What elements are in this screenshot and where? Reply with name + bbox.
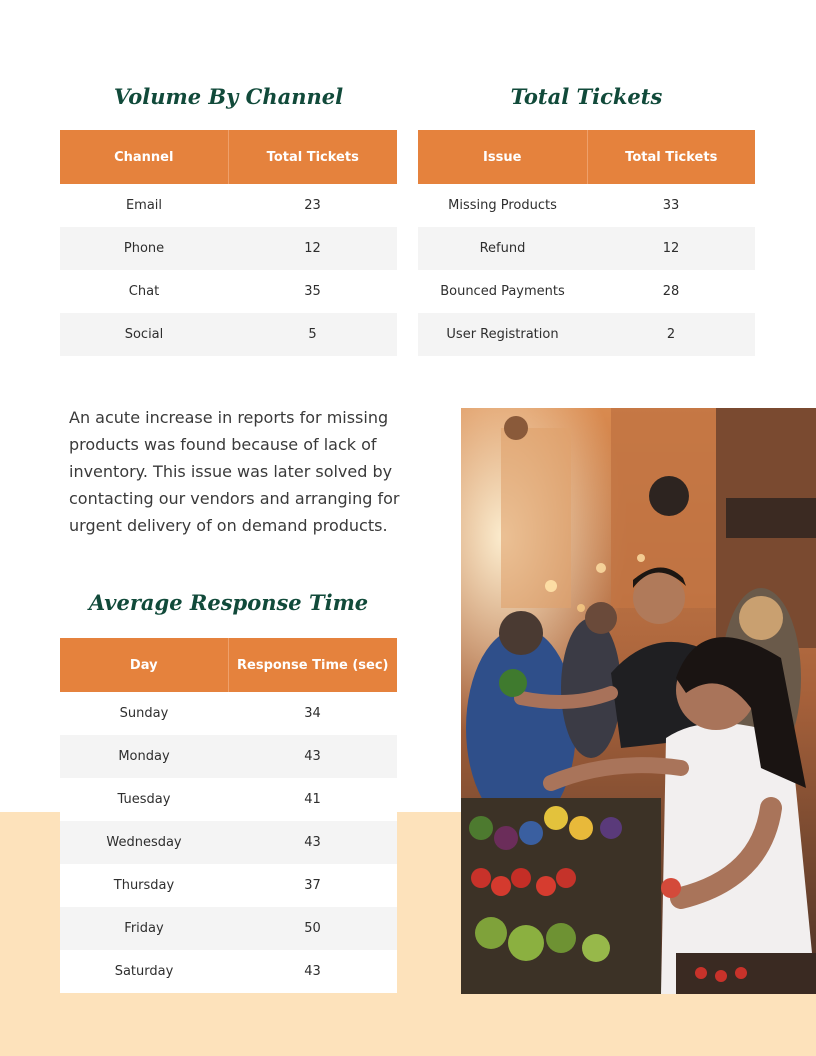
table-cell: 33 <box>587 184 755 227</box>
table-cell: 12 <box>587 227 755 270</box>
table-row <box>418 313 755 356</box>
response-section-title: Average Response Time <box>88 590 369 615</box>
table-cell: Wednesday <box>60 821 228 864</box>
issue-table <box>418 130 755 356</box>
table-cell: 50 <box>228 907 397 950</box>
table-cell: 5 <box>228 313 397 356</box>
table-header-row <box>60 638 397 692</box>
summary-paragraph: An acute increase in reports for missing products was found because of lack of inventory. This issue was later solved by contacting our vendors and arranging for urgent delivery of on demand products. <box>69 408 400 535</box>
table-cell: Saturday <box>60 950 228 993</box>
column-header: Response Time (sec) <box>228 638 397 692</box>
column-header: Day <box>60 638 228 692</box>
table-cell: Social <box>60 313 228 356</box>
table-cell: User Registration <box>418 313 587 356</box>
table-row <box>60 950 397 993</box>
table-cell: Phone <box>60 227 228 270</box>
table-row <box>60 184 397 227</box>
table-row <box>60 270 397 313</box>
column-header: Channel <box>60 130 228 184</box>
table-cell: Monday <box>60 735 228 778</box>
table-header-row <box>60 130 397 184</box>
table-cell: Sunday <box>60 692 228 735</box>
table-row <box>60 864 397 907</box>
channel-table <box>60 130 397 356</box>
market-vendor-photo <box>461 408 816 994</box>
table-row <box>60 821 397 864</box>
table-cell: 35 <box>228 270 397 313</box>
table-row <box>60 692 397 735</box>
table-cell: Chat <box>60 270 228 313</box>
table-cell: Refund <box>418 227 587 270</box>
table-cell: Thursday <box>60 864 228 907</box>
table-cell: 23 <box>228 184 397 227</box>
column-header: Total Tickets <box>587 130 755 184</box>
table-cell: 43 <box>228 735 397 778</box>
table-cell: Tuesday <box>60 778 228 821</box>
table-cell: Missing Products <box>418 184 587 227</box>
table-cell: 28 <box>587 270 755 313</box>
table-cell: 2 <box>587 313 755 356</box>
table-cell: 12 <box>228 227 397 270</box>
table-row <box>60 907 397 950</box>
table-row <box>60 227 397 270</box>
table-cell: Bounced Payments <box>418 270 587 313</box>
response-time-table <box>60 638 397 993</box>
column-header: Total Tickets <box>228 130 397 184</box>
table-row <box>418 184 755 227</box>
table-header-row <box>418 130 755 184</box>
table-cell: Email <box>60 184 228 227</box>
table-cell: 41 <box>228 778 397 821</box>
table-cell: 43 <box>228 950 397 993</box>
table-row <box>418 270 755 313</box>
table-row <box>60 735 397 778</box>
channel-section-title: Volume By Channel <box>113 84 344 109</box>
table-cell: 43 <box>228 821 397 864</box>
table-row <box>60 778 397 821</box>
column-header: Issue <box>418 130 587 184</box>
issue-section-title: Total Tickets <box>510 84 663 109</box>
table-cell: Friday <box>60 907 228 950</box>
table-row <box>418 227 755 270</box>
table-row <box>60 313 397 356</box>
table-cell: 34 <box>228 692 397 735</box>
table-cell: 37 <box>228 864 397 907</box>
